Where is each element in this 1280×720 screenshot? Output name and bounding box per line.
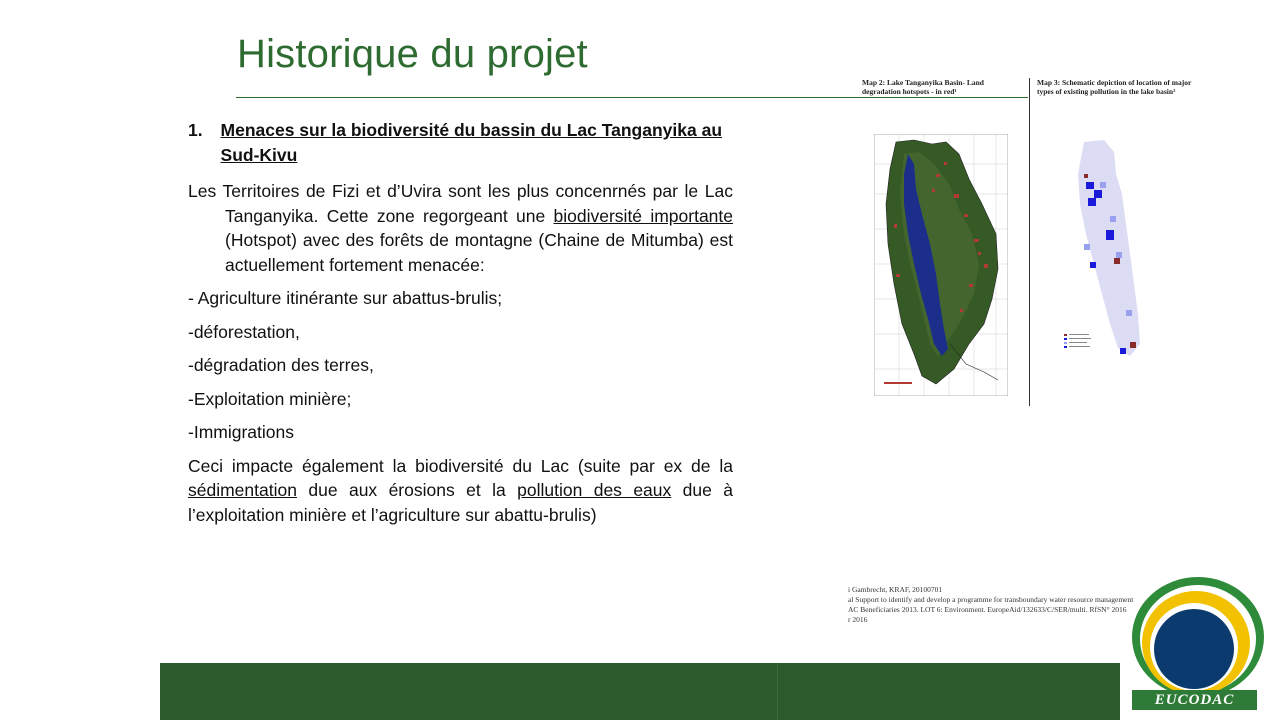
heading-number: 1. bbox=[188, 120, 203, 140]
impact-text-2: due aux érosions et la bbox=[296, 480, 518, 500]
impact-text-1: Ceci impacte également la biodiversité du Lac (suite par ex de la bbox=[188, 455, 733, 476]
impact-paragraph bbox=[188, 454, 733, 528]
intro-text-1: Les Territoires de Fizi et d’Uvira sont les plus concenrnés par le Lac Tanganyika. Cette zone regorgeant une bbox=[188, 181, 733, 226]
map-divider bbox=[1029, 78, 1030, 406]
title-divider bbox=[236, 97, 1028, 98]
footer-divider bbox=[777, 663, 778, 720]
pollution-schematic-map bbox=[1060, 134, 1160, 366]
footer-bar bbox=[160, 663, 1120, 720]
pollution-highlight: pollution des eaux bbox=[517, 480, 672, 500]
threat-item: - Agriculture itinérante sur abattus-brulis; bbox=[188, 288, 503, 308]
references bbox=[848, 585, 1148, 625]
section-heading bbox=[188, 118, 733, 167]
threat-item: -déforestation, bbox=[188, 321, 300, 342]
threat-item: -Exploitation minière; bbox=[188, 388, 352, 409]
threat-item: -Immigrations bbox=[188, 422, 294, 442]
logo-text: EUCODAC bbox=[1132, 690, 1257, 710]
land-degradation-map bbox=[874, 134, 1008, 396]
intro-paragraph bbox=[188, 179, 733, 277]
slide-body bbox=[188, 118, 733, 527]
sedimentation-highlight: sédimentation bbox=[188, 480, 297, 500]
map3-caption: Map 3: Schematic depiction of location of major types of existing pollution in the lake basin² bbox=[1037, 78, 1192, 96]
biodiversity-highlight: biodiversité importante bbox=[553, 205, 734, 226]
threat-item: -dégradation des terres, bbox=[188, 355, 374, 375]
impact-text-3: due à l’exploitation minière et l’agriculture sur abattu-brulis) bbox=[188, 480, 734, 525]
heading-text: Menaces sur la biodiversité du bassin du Lac Tanganyika au Sud-Kivu bbox=[220, 120, 723, 165]
intro-text-2: (Hotspot) avec des forêts de montagne (Chaine de Mitumba) est actuellement fortement menacée: bbox=[225, 230, 733, 275]
reference-line: r 2016 bbox=[848, 615, 868, 624]
map2-caption: Map 2: Lake Tanganyika Basin- Land degradation hotspots - in red¹ bbox=[862, 78, 984, 96]
reference-line: i Gambrecht, KRAF, 20100701 bbox=[848, 585, 943, 594]
slide-title: Historique du projet bbox=[237, 32, 588, 76]
reference-line: al Support to identify and develop a programme for transboundary water resource management bbox=[848, 595, 1134, 604]
reference-line: AC Beneficiaries 2013. LOT 6: Environment. EuropeAid/132633/C/SER/multi. RfSN° 2016 bbox=[848, 605, 1127, 614]
